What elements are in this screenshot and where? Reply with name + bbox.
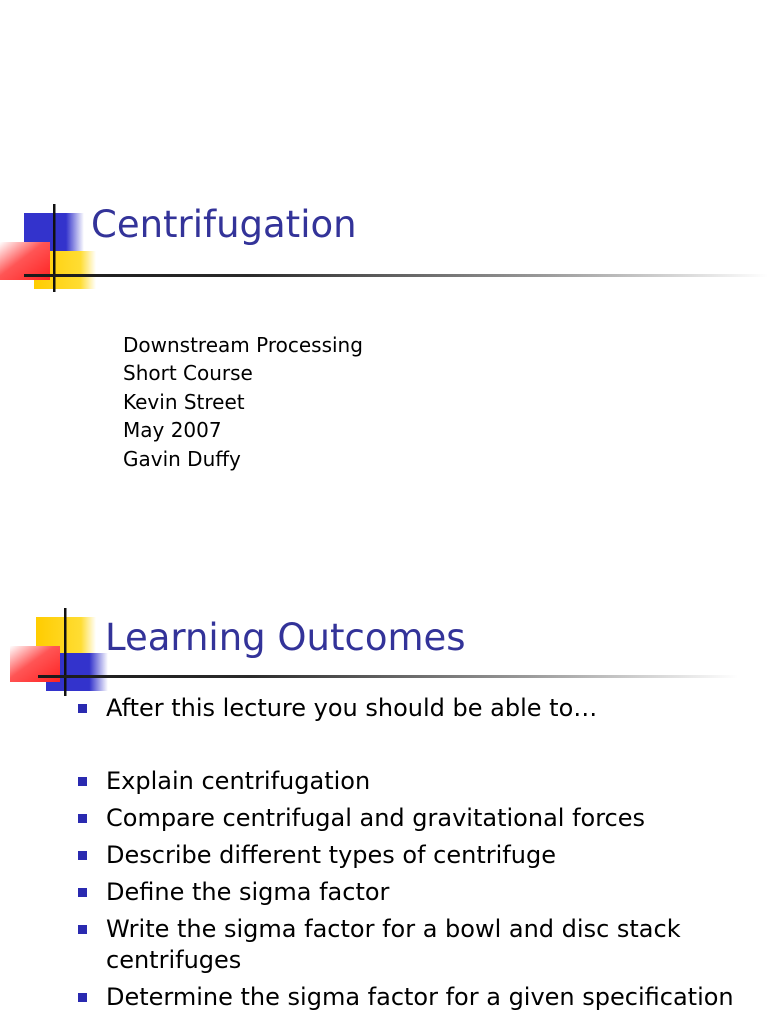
- subtitle-line: Downstream Processing: [123, 333, 363, 357]
- list-item: [78, 803, 758, 834]
- list-item: [78, 982, 758, 1013]
- content-slide: [0, 560, 768, 1024]
- slide-title: Learning Outcomes: [105, 616, 466, 659]
- list-item-text: Write the sigma factor for a bowl and disc stack centrifuges: [106, 915, 681, 974]
- list-item-text: Determine the sigma factor for a given specification: [106, 983, 734, 1011]
- list-item-text: Define the sigma factor: [106, 878, 390, 906]
- blue-square-bullet-icon: [78, 814, 87, 823]
- list-item: [78, 914, 758, 976]
- list-item: [78, 877, 758, 908]
- subtitle-block: [123, 331, 363, 473]
- subtitle-line: Short Course: [123, 361, 253, 386]
- blue-square-bullet-icon: [78, 851, 87, 860]
- color-squares-corner-icon: [0, 604, 120, 700]
- blue-square-bullet-icon: [78, 777, 87, 786]
- slide-title: Centrifugation: [91, 203, 357, 246]
- list-item-text: Compare centrifugal and gravitational forces: [106, 804, 646, 832]
- subtitle-line: Kevin Street: [123, 389, 245, 414]
- list-item-text: Explain centrifugation: [106, 767, 371, 795]
- title-underline: [24, 274, 768, 277]
- subtitle-line: May 2007: [123, 418, 222, 443]
- blue-square-bullet-icon: [78, 993, 87, 1002]
- blue-square-bullet-icon: [78, 925, 87, 934]
- title-underline: [38, 675, 738, 678]
- list-item-text: Describe different types of centrifuge: [106, 841, 556, 869]
- blue-square-bullet-icon: [78, 888, 87, 897]
- bullet-list: [78, 693, 758, 1013]
- list-item: [78, 840, 758, 871]
- subtitle-line: Gavin Duffy: [123, 446, 241, 471]
- list-item: [78, 693, 758, 724]
- list-item-text: After this lecture you should be able to…: [106, 694, 598, 722]
- blue-square-bullet-icon: [78, 704, 87, 713]
- list-item: [78, 766, 758, 797]
